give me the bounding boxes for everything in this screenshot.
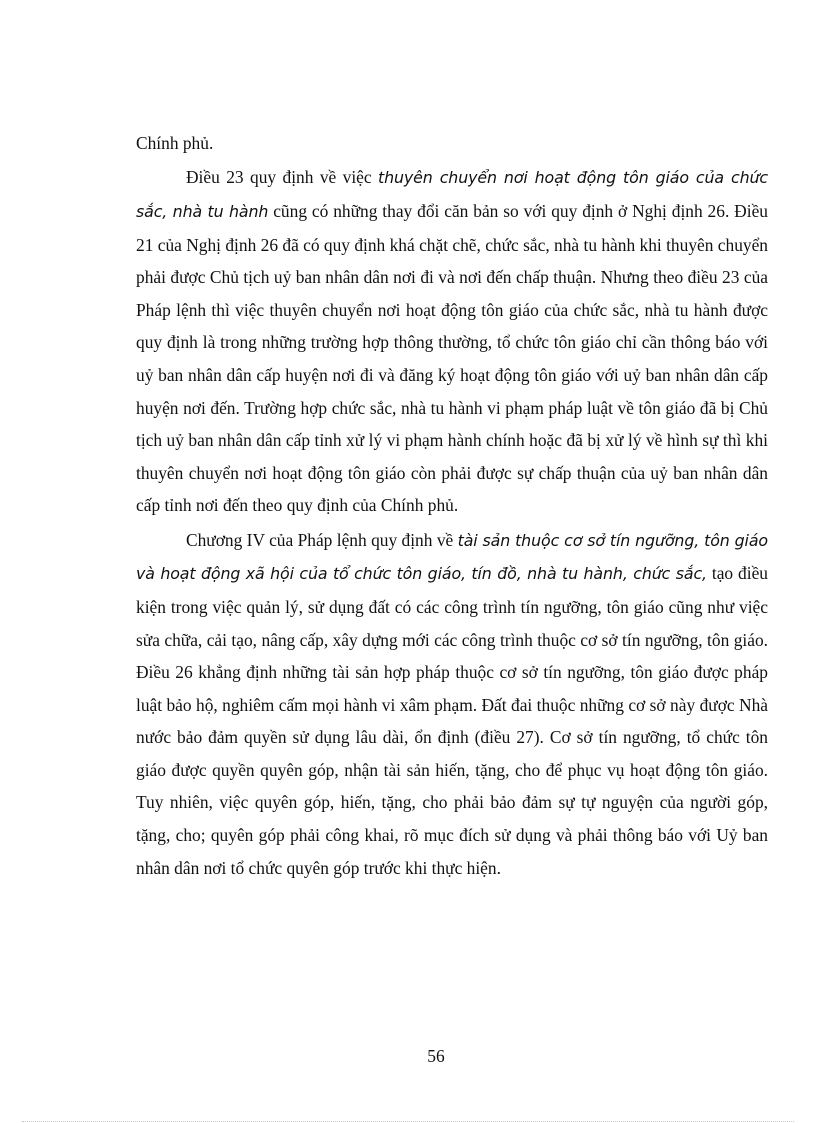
- paragraph-1: [136, 127, 768, 160]
- paragraph-3: [136, 524, 768, 885]
- paragraph-3-lead: Chương IV của Pháp lệnh quy định về: [186, 529, 458, 550]
- paragraph-1-text: Chính phủ.: [136, 133, 214, 153]
- paragraph-3-body: tạo điều kiện trong việc quản lý, sử dụng đất có các công trình tín ngưỡng, tôn giáo cũng như việc sửa chữa, cải tạo, nâng cấp, xây dựng mới các công trình thuộc cơ sở tín ngưỡng, tôn giáo. Điều 26 khẳng định những tài sản hợp pháp thuộc cơ sở tín ngưỡng, tôn giáo được pháp luật bảo hộ, nghiêm cấm mọi hành vi xâm phạm. Đất đai thuộc những cơ sở này được Nhà nước bảo đảm quyền sử dụng lâu dài, ổn định (điều 27). Cơ sở tín ngưỡng, tổ chức tôn giáo được quyền quyên góp, nhận tài sản hiến, tặng, cho để phục vụ hoạt động tôn giáo. Tuy nhiên, việc quyên góp, hiến, tặng, cho phải bảo đảm sự tự nguyện của người góp, tặng, cho; quyên góp phải công khai, rõ mục đích sử dụng và phải thông báo với Uỷ ban nhân dân nơi tổ chức quyên góp trước khi thực hiện.: [136, 563, 768, 878]
- footer-divider: [22, 1121, 794, 1122]
- page-number: 56: [427, 1046, 445, 1066]
- page-body: [136, 127, 768, 886]
- paragraph-2-lead: Điều 23 quy định về việc: [186, 167, 379, 188]
- paragraph-2-emphasis: thuyên chuyển nơi hoạt động tôn giáo của chức sắc, nhà tu hành: [136, 168, 768, 221]
- paragraph-3-emphasis: tài sản thuộc cơ sở tín ngưỡng, tôn giáo và hoạt động xã hội của tổ chức tôn giáo, tín đồ, nhà tu hành, chức sắc,: [136, 530, 768, 584]
- paragraph-2: [136, 161, 768, 522]
- paragraph-2-body: cũng có những thay đổi căn bản so với quy định ở Nghị định 26. Điều 21 của Nghị định 26 đã có quy định khá chặt chẽ, chức sắc, nhà tu hành khi thuyên chuyển phải được Chủ tịch uỷ ban nhân dân nơi đi và nơi đến chấp thuận. Nhưng theo điều 23 của Pháp lệnh thì việc thuyên chuyển nơi hoạt động tôn giáo của chức sắc, nhà tu hành được quy định là trong những trường hợp thông thường, tổ chức tôn giáo chỉ cần thông báo với uỷ ban nhân dân cấp huyện nơi đi và đăng ký hoạt động tôn giáo với uỷ ban nhân dân cấp huyện nơi đến. Trường hợp chức sắc, nhà tu hành vi phạm pháp luật về tôn giáo đã bị Chủ tịch uỷ ban nhân dân cấp tỉnh xử lý vi phạm hành chính hoặc đã bị xử lý về hình sự thì khi thuyên chuyển nơi hoạt động tôn giáo còn phải được sự chấp thuận của uỷ ban nhân dân cấp tỉnh nơi đến theo quy định của Chính phủ.: [136, 200, 768, 516]
